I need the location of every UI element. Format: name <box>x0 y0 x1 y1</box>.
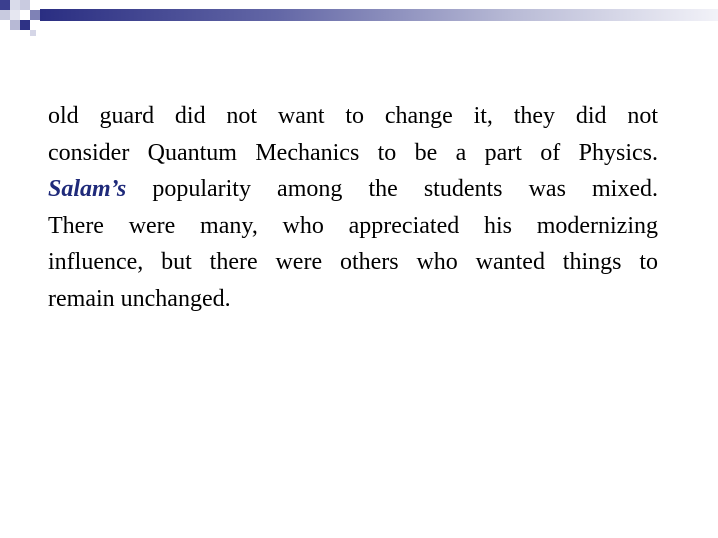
text-line-content: remain unchanged. <box>48 285 231 312</box>
header-square <box>30 10 40 20</box>
header-square <box>10 0 20 10</box>
text-line-rest: popularity among the students was mixed. <box>126 176 658 202</box>
text-line-content: There were many, who appreciated his modernizing <box>48 212 658 239</box>
text-line <box>48 281 658 318</box>
text-line <box>48 98 658 135</box>
header-square <box>10 10 20 20</box>
text-line-content <box>48 171 658 208</box>
text-line-content: old guard did not want to change it, they did not <box>48 103 658 129</box>
text-line-content: influence, but there were others who wanted things to <box>48 249 658 275</box>
text-line <box>48 171 658 208</box>
body-paragraph <box>48 98 658 317</box>
emphasized-name: Salam’s <box>48 176 127 202</box>
header-gradient-bar <box>40 9 718 21</box>
text-line <box>48 135 658 172</box>
text-line <box>48 244 658 281</box>
header-square <box>20 20 30 30</box>
header-square <box>20 0 30 10</box>
text-line <box>48 208 658 245</box>
header-square <box>30 30 36 36</box>
header-square <box>10 20 20 30</box>
text-line-content: consider Quantum Mechanics to be a part of Physics. <box>48 139 658 166</box>
header-square <box>0 10 10 20</box>
header-square <box>0 0 10 10</box>
